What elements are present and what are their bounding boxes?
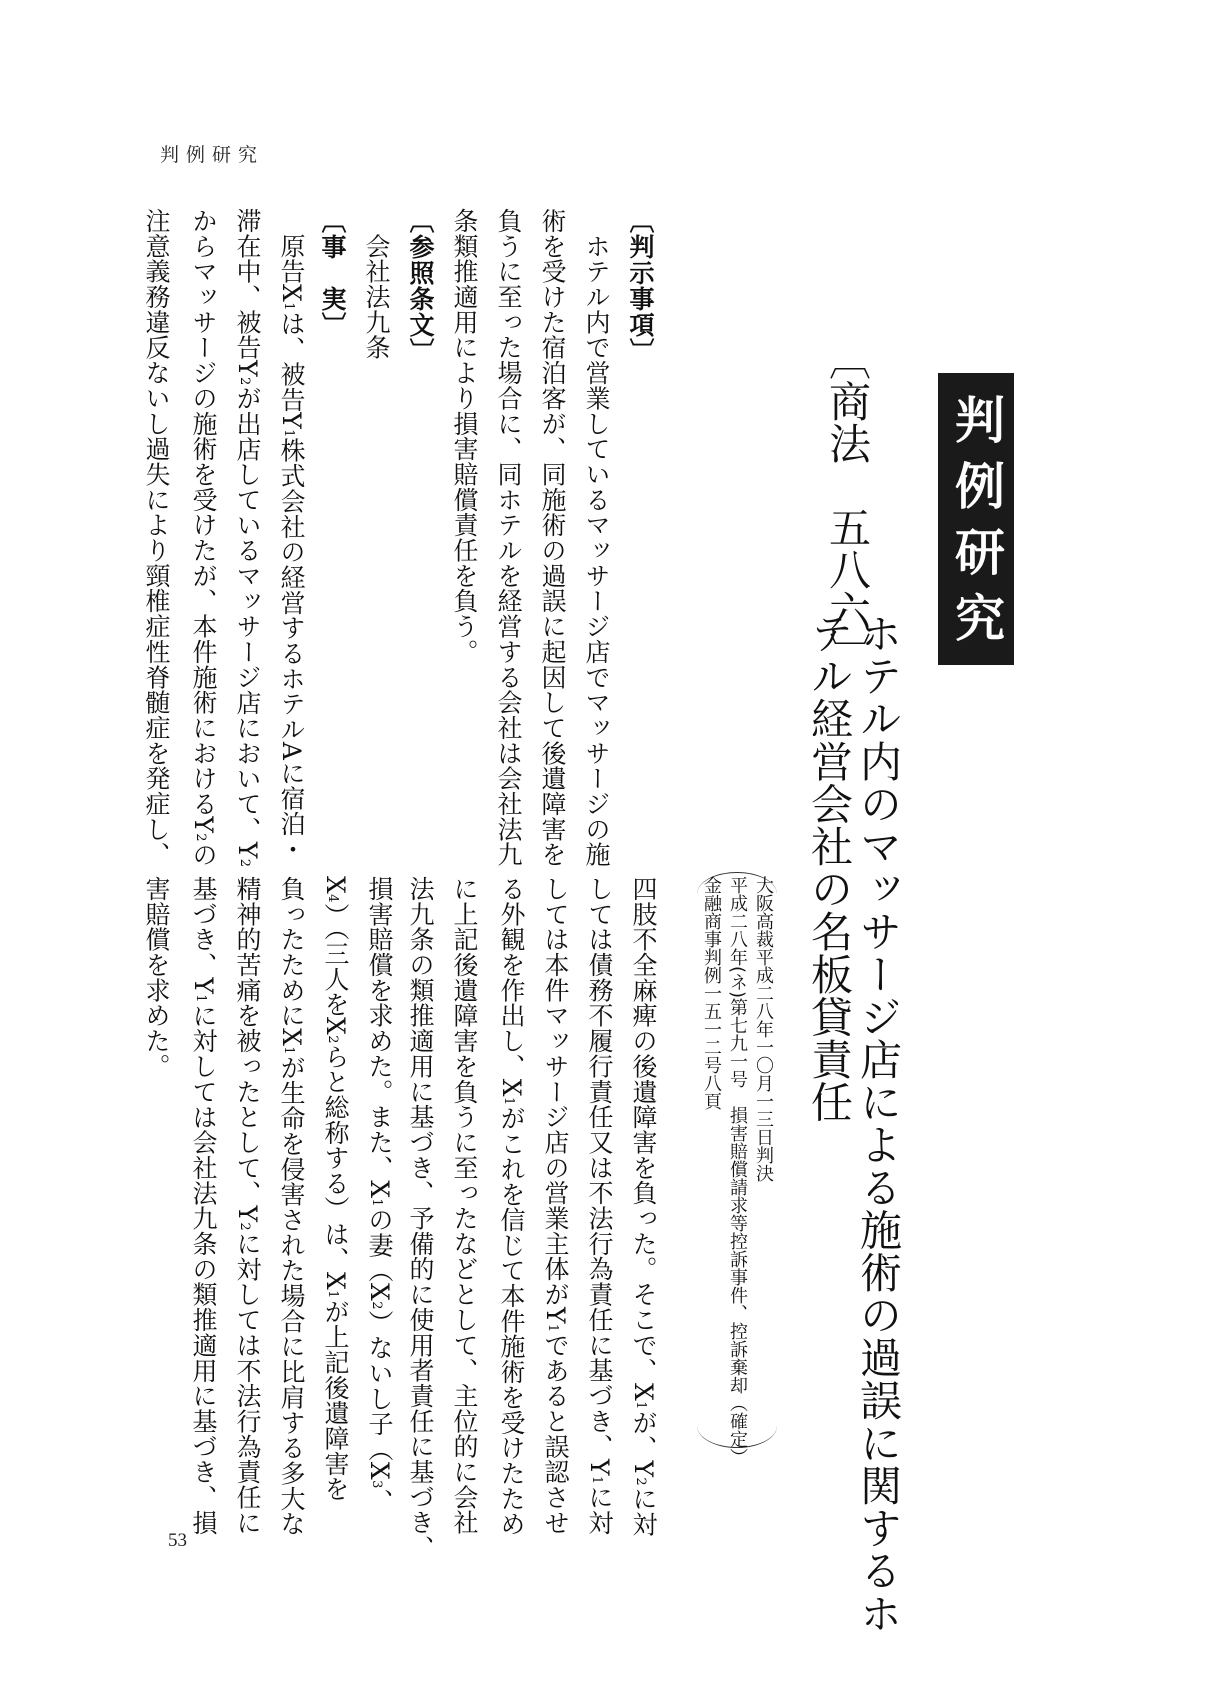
jijitsu-line: 四肢不全麻痺の後遺障害を負った。そこで、$X_1$が、$Y_2$に対 [629,876,658,1537]
heading-hanji-jiko: 〔判示事項〕 [626,208,655,364]
hanji-line: 術を受けた宿泊客が、同施術の過誤に起因して後遺障害を [538,208,567,868]
heading-sansho-jobun: 〔参照条文〕 [406,208,435,364]
citation-court: 大阪高裁平成二八年一〇月一三日判決 [753,876,774,1182]
sansho-line: 会社法九条 [362,208,391,361]
section-banner: 判例研究 [938,373,1014,665]
jijitsu-line: 滞在中、被告$Y_2$が出店しているマッサージ店において、$Y_2$ [233,208,262,868]
jijitsu-line: 精神的苦痛を被ったとして、$Y_2$に対しては不法行為責任に [233,876,262,1536]
page-number: 53 [168,1530,187,1551]
hanji-line: ホテル内で営業しているマッサージ店でマッサージの施 [582,208,611,868]
article-title-line-1: ホテル内のマッサージ店による施術の過誤に関するホ [854,612,903,1635]
citation-reporter: 金融商事判例一五一二号八頁 [701,876,722,1110]
jijitsu-line: に上記後遺障害を負うに至ったなどとして、主位的に会社 [450,876,479,1536]
citation-case-number: 平成二八年(ネ)第七九一号 損害賠償請求等控訴事件、控訴棄却（確定） [727,876,748,1467]
jijitsu-line: 法九条の類推適用に基づき、予備的に使用者責任に基づき、 [406,876,435,1561]
jijitsu-line: からマッサージの施術を受けたが、本件施術における$Y_2$の [189,208,218,868]
hanji-line: 負うに至った場合に、同ホテルを経営する会社は会社法九 [494,208,523,868]
jijitsu-line: しては債務不履行責任又は不法行為責任に基づき、$Y_1$に対 [585,876,614,1536]
jijitsu-line: 注意義務違反ないし過失により頸椎症性脊髄症を発症し、 [142,208,171,868]
jijitsu-line: 害賠償を求めた。 [142,876,171,1079]
section-tag: 〔商法 五八六〕 [823,338,872,674]
running-head: 判例研究 [160,144,265,166]
jijitsu-line: る外観を作出し、$X_1$がこれを信じて本件施術を受けたため [497,876,526,1537]
article-title-line-2: テル経営会社の名板貸責任 [805,612,854,1124]
heading-jijitsu: 〔事 実〕 [318,208,347,338]
hanji-line: 条類推適用により損害賠償責任を負う。 [450,208,479,665]
jijitsu-line: 基づき、$Y_1$に対しては会社法九条の類推適用に基づき、損 [189,876,218,1536]
jijitsu-line: 負ったために$X_1$が生命を侵害された場合に比肩する多大な [277,876,306,1537]
jijitsu-line: $X_4$）（三人を$X_2$らと総称する）は、$X_1$が上記後遺障害を [321,876,350,1502]
jijitsu-line: しては本件マッサージ店の営業主体が$Y_1$であると誤認させ [541,876,570,1536]
jijitsu-line: 損害賠償を求めた。また、$X_1$の妻$(X_2)$ないし子（$X_3$、 [365,876,394,1515]
jijitsu-line: 原告$X_1$は、被告$Y_1$株式会社の経営するホテルAに宿泊・ [277,208,306,862]
